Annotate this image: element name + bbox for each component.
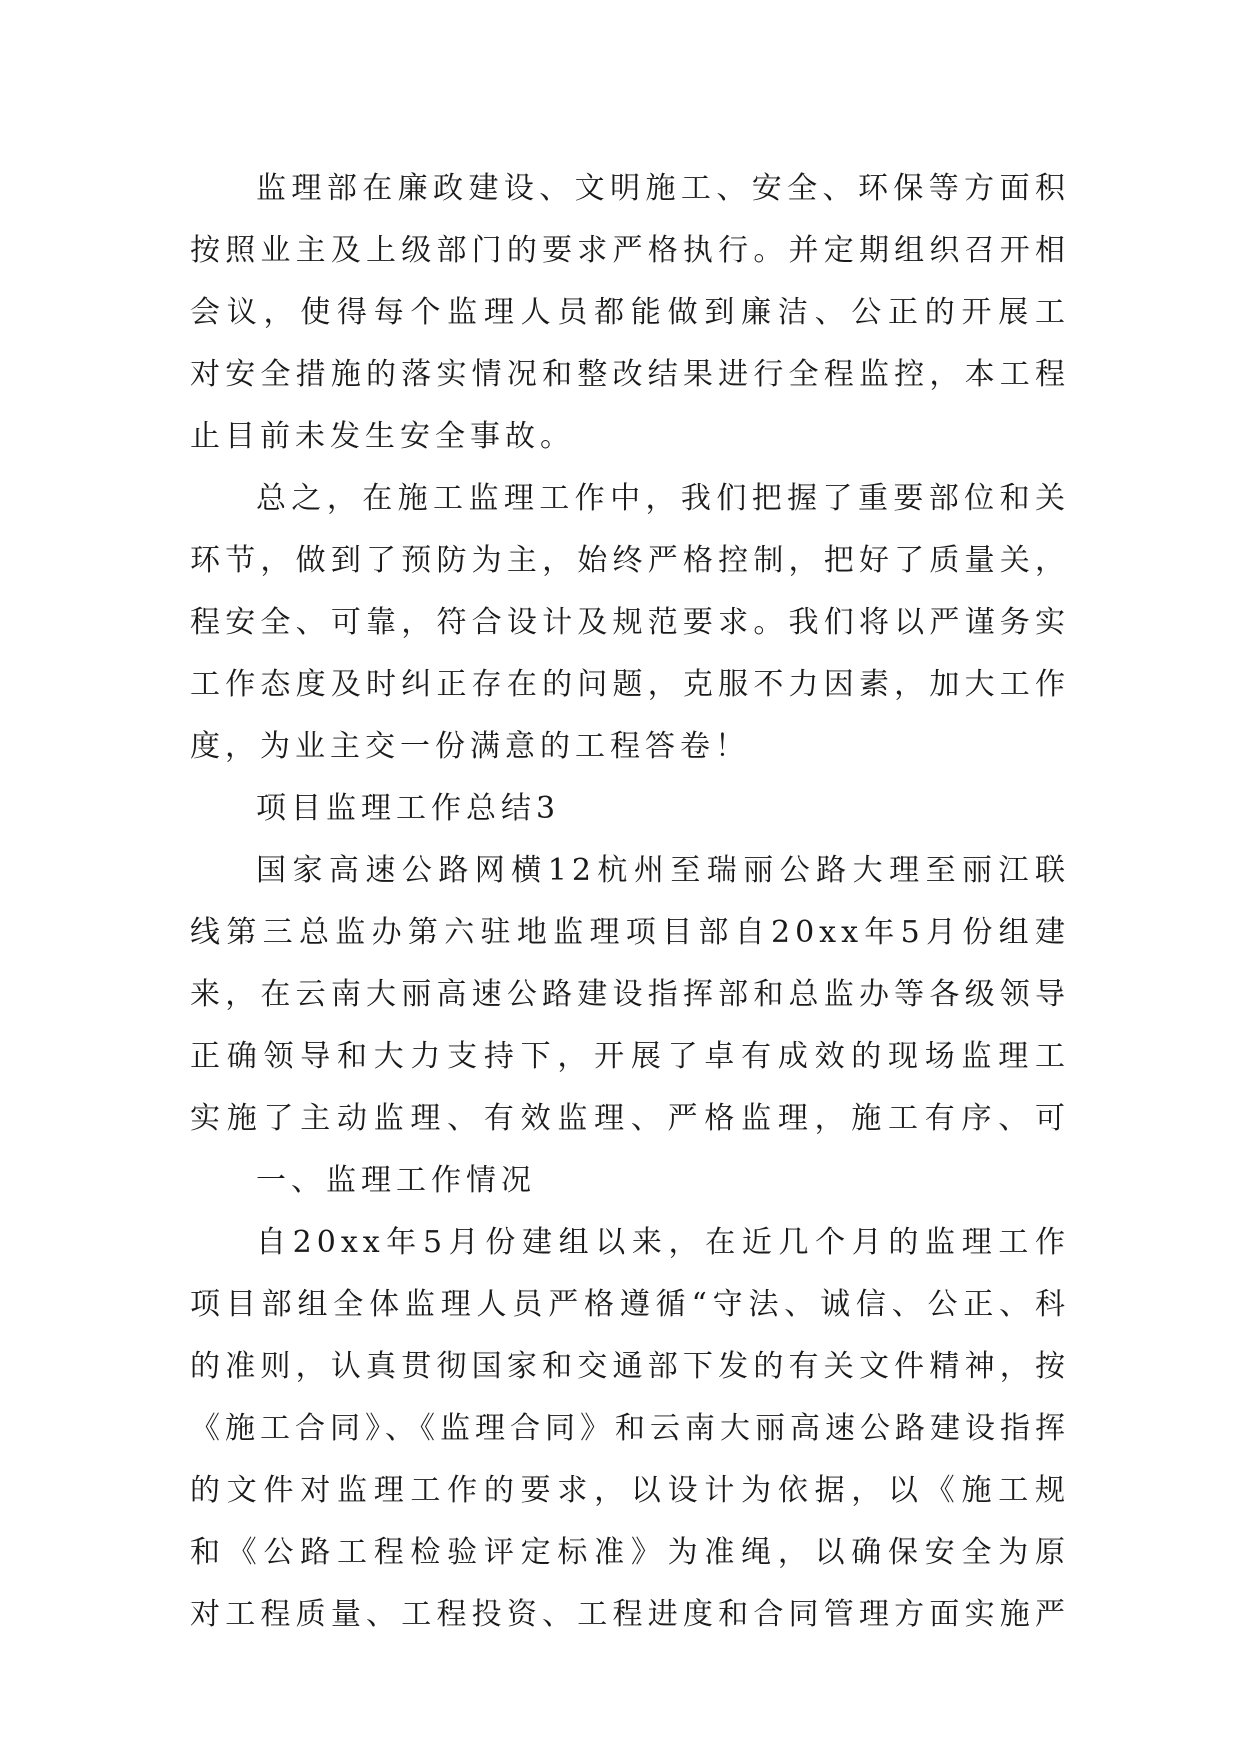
text-line: 实施了主动监理、有效监理、严格监理，施工有序、可: [190, 1101, 1070, 1136]
text-line: 对安全措施的落实情况和整改结果进行全程监控，本工程: [190, 357, 1070, 392]
document-body: [190, 158, 1070, 1646]
text-line: 度，为业主交一份满意的工程答卷！: [190, 729, 750, 764]
text-line: 对工程质量、工程投资、工程进度和合同管理方面实施严: [190, 1597, 1070, 1632]
text-line: 止目前未发生安全事故。: [190, 419, 575, 454]
text-line: 会议，使得每个监理人员都能做到廉洁、公正的开展工: [190, 295, 1070, 330]
text-line: 的准则，认真贯彻国家和交通部下发的有关文件精神，按: [190, 1349, 1070, 1384]
text-line: 正确领导和大力支持下，开展了卓有成效的现场监理工: [190, 1039, 1070, 1074]
text-line: 项目部组全体监理人员严格遵循“守法、诚信、公正、科: [190, 1287, 1070, 1322]
text-line: 的文件对监理工作的要求，以设计为依据，以《施工规: [190, 1473, 1070, 1508]
subsection-heading: 一、监理工作情况: [256, 1163, 536, 1198]
text-line: 工作态度及时纠正存在的问题，克服不力因素，加大工作: [190, 667, 1070, 702]
text-line: 程安全、可靠，符合设计及规范要求。我们将以严谨务实: [190, 605, 1070, 640]
text-line: 自20xx年5月份建组以来，在近几个月的监理工作: [256, 1225, 1070, 1260]
text-line: 按照业主及上级部门的要求严格执行。并定期组织召开相: [190, 233, 1070, 268]
text-line: 《施工合同》、《监理合同》和云南大丽高速公路建设指挥: [190, 1411, 1070, 1446]
text-line: 监理部在廉政建设、文明施工、安全、环保等方面积: [256, 171, 1070, 206]
text-line: 国家高速公路网横12杭州至瑞丽公路大理至丽江联: [256, 853, 1070, 888]
text-line: 环节，做到了预防为主，始终严格控制，把好了质量关，: [190, 543, 1070, 578]
section-heading: 项目监理工作总结3: [256, 791, 561, 826]
text-line: 线第三总监办第六驻地监理项目部自20xx年5月份组建: [190, 915, 1070, 950]
text-line: 来，在云南大丽高速公路建设指挥部和总监办等各级领导: [190, 977, 1070, 1012]
text-line: 总之，在施工监理工作中，我们把握了重要部位和关: [256, 481, 1070, 516]
text-line: 和《公路工程检验评定标准》为准绳，以确保安全为原: [190, 1535, 1070, 1570]
